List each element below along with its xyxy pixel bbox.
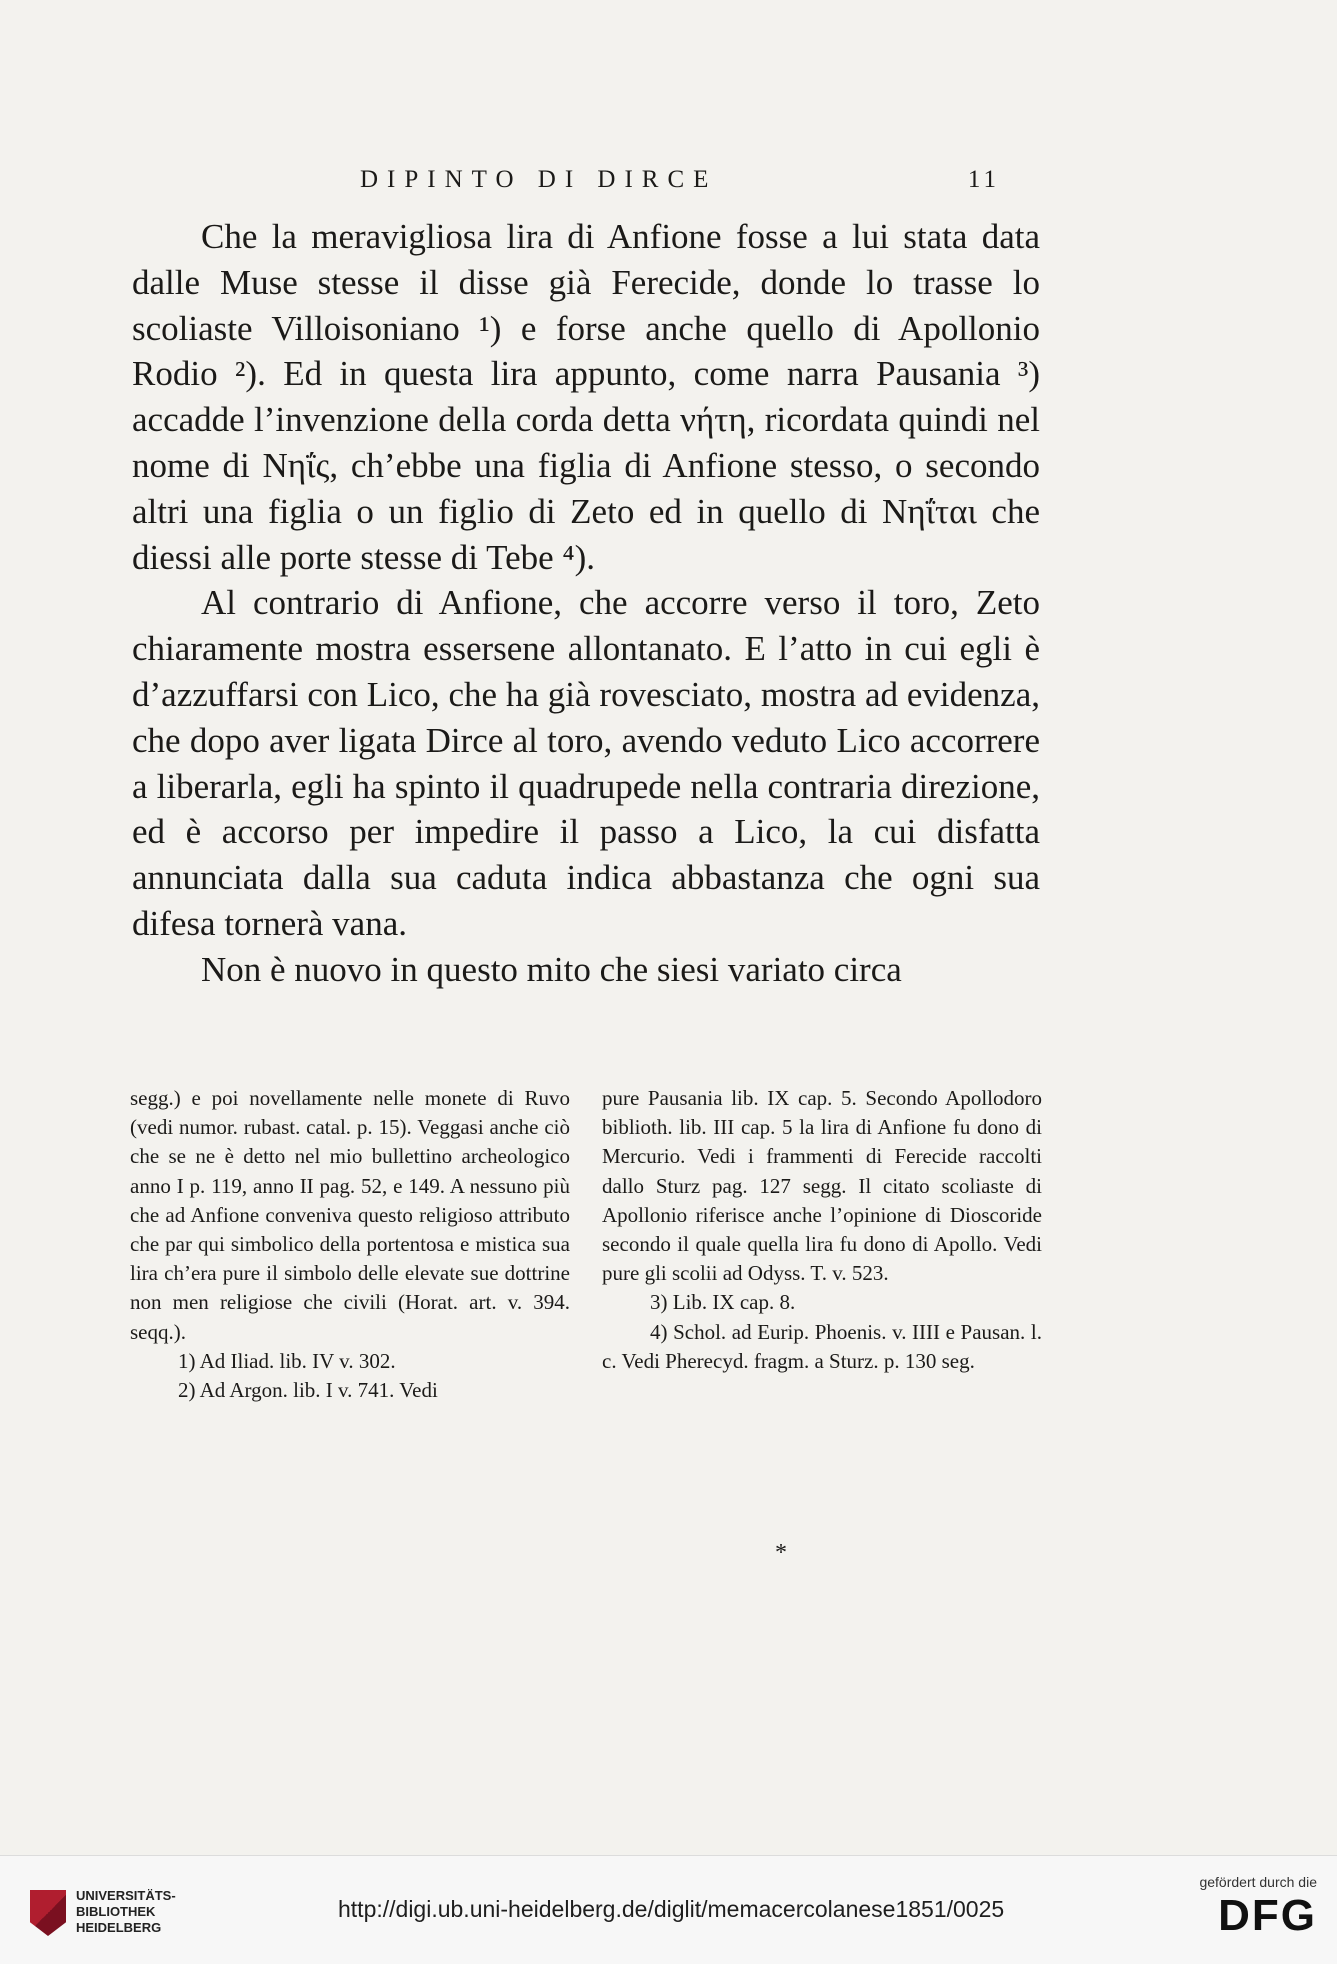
footnotes-left-column [130,1084,570,1405]
footnote-3: 3) Lib. IX cap. 8. [650,1290,796,1315]
library-name: UNIVERSITÄTS- BIBLIOTHEK HEIDELBERG [76,1888,176,1935]
running-head [135,162,1040,202]
main-text [132,214,1040,993]
footnotes [130,1084,1042,1405]
library-emblem-icon [30,1890,66,1936]
funder-logo[interactable] [1187,1874,1317,1942]
paragraph: Non è nuovo in questo mito che siesi variato circa [201,949,902,989]
viewer-footer [0,1855,1337,1964]
footnotes-right-column [602,1084,1042,1405]
footnote-1: 1) Ad Iliad. lib. IV v. 302. [178,1348,396,1373]
paragraph: Al contrario di Anfione, che accorre verso il toro, Zeto chiaramente mostra essersene allontanato. E l’atto in cui egli è d’azzuffarsi con Lico, che ha già rovesciato, mostra ad evidenza, che dopo aver ligata Dirce al toro, avendo veduto Lico accorrere a liberarla, egli ha spinto il quadrupede nella contraria direzione, ed è accorso per impedire il passo a Lico, la cui disfatta annunciata dalla sua caduta indica abbastanza che ogni sua difesa tornerà vana. [132,583,1040,943]
dfg-mark: DFG [1218,1891,1317,1940]
page-number: 11 [967,166,1000,193]
library-logo[interactable] [30,1886,180,1942]
footnote-continuation: segg.) e poi novellamente nelle monete di Ruvo (vedi numor. rubast. catal. p. 15). Veggasi anche ciò che se ne è detto nel mio bullettino archeologico anno I p. 119, anno II pag. 52, e 149. A nessuno più che ad Anfione conveniva questo religioso attributo che par qui simbolico della portentosa e mistica sua lira ch’era pure il simbolo delle elevate sue dottrine non men religiose che civili (Horat. art. v. 394. seqq.). [130,1086,570,1344]
permalink[interactable]: http://digi.ub.uni-heidelberg.de/diglit/memacercolanese1851/0025 [338,1896,1005,1922]
footnote-2: 2) Ad Argon. lib. I v. 741. Vedi [178,1378,438,1403]
running-title: DIPINTO DI DIRCE [360,166,718,193]
funding-caption: gefördert durch die [1199,1874,1317,1890]
footnote-4: 4) Schol. ad Eurip. Phoenis. v. IIII e Pausan. l. c. Vedi Pherecyd. fragm. a Sturz. p. 130 seg. [602,1319,1042,1373]
signature-mark: * [775,1540,787,1566]
footnote-continuation: pure Pausania lib. IX cap. 5. Secondo Apollodoro biblioth. lib. III cap. 5 la lira di Anfione fu dono di Mercurio. Vedi i frammenti di Ferecide raccolti dallo Sturz pag. 127 segg. Il citato scoliaste di Apollonio riferisce anche l’opinione di Dioscoride secondo il quale quella lira fu dono di Apollo. Vedi pure gli scolii ad Odyss. T. v. 523. [602,1086,1042,1286]
paragraph: Che la meravigliosa lira di Anfione fosse a lui stata data dalle Muse stesse il disse già Ferecide, donde lo trasse lo scoliaste Villoisoniano ¹) e forse anche quello di Apollonio Rodio ²). Ed in questa lira appunto, come narra Pausania ³) accadde l’invenzione della corda detta νήτη, ricordata quindi nel nome di Νηΐς, ch’ebbe una figlia di Anfione stesso, o secondo altri una figlia o un figlio di Zeto ed in quello di Νηΐται che diessi alle porte stesse di Tebe ⁴). [132,217,1040,577]
